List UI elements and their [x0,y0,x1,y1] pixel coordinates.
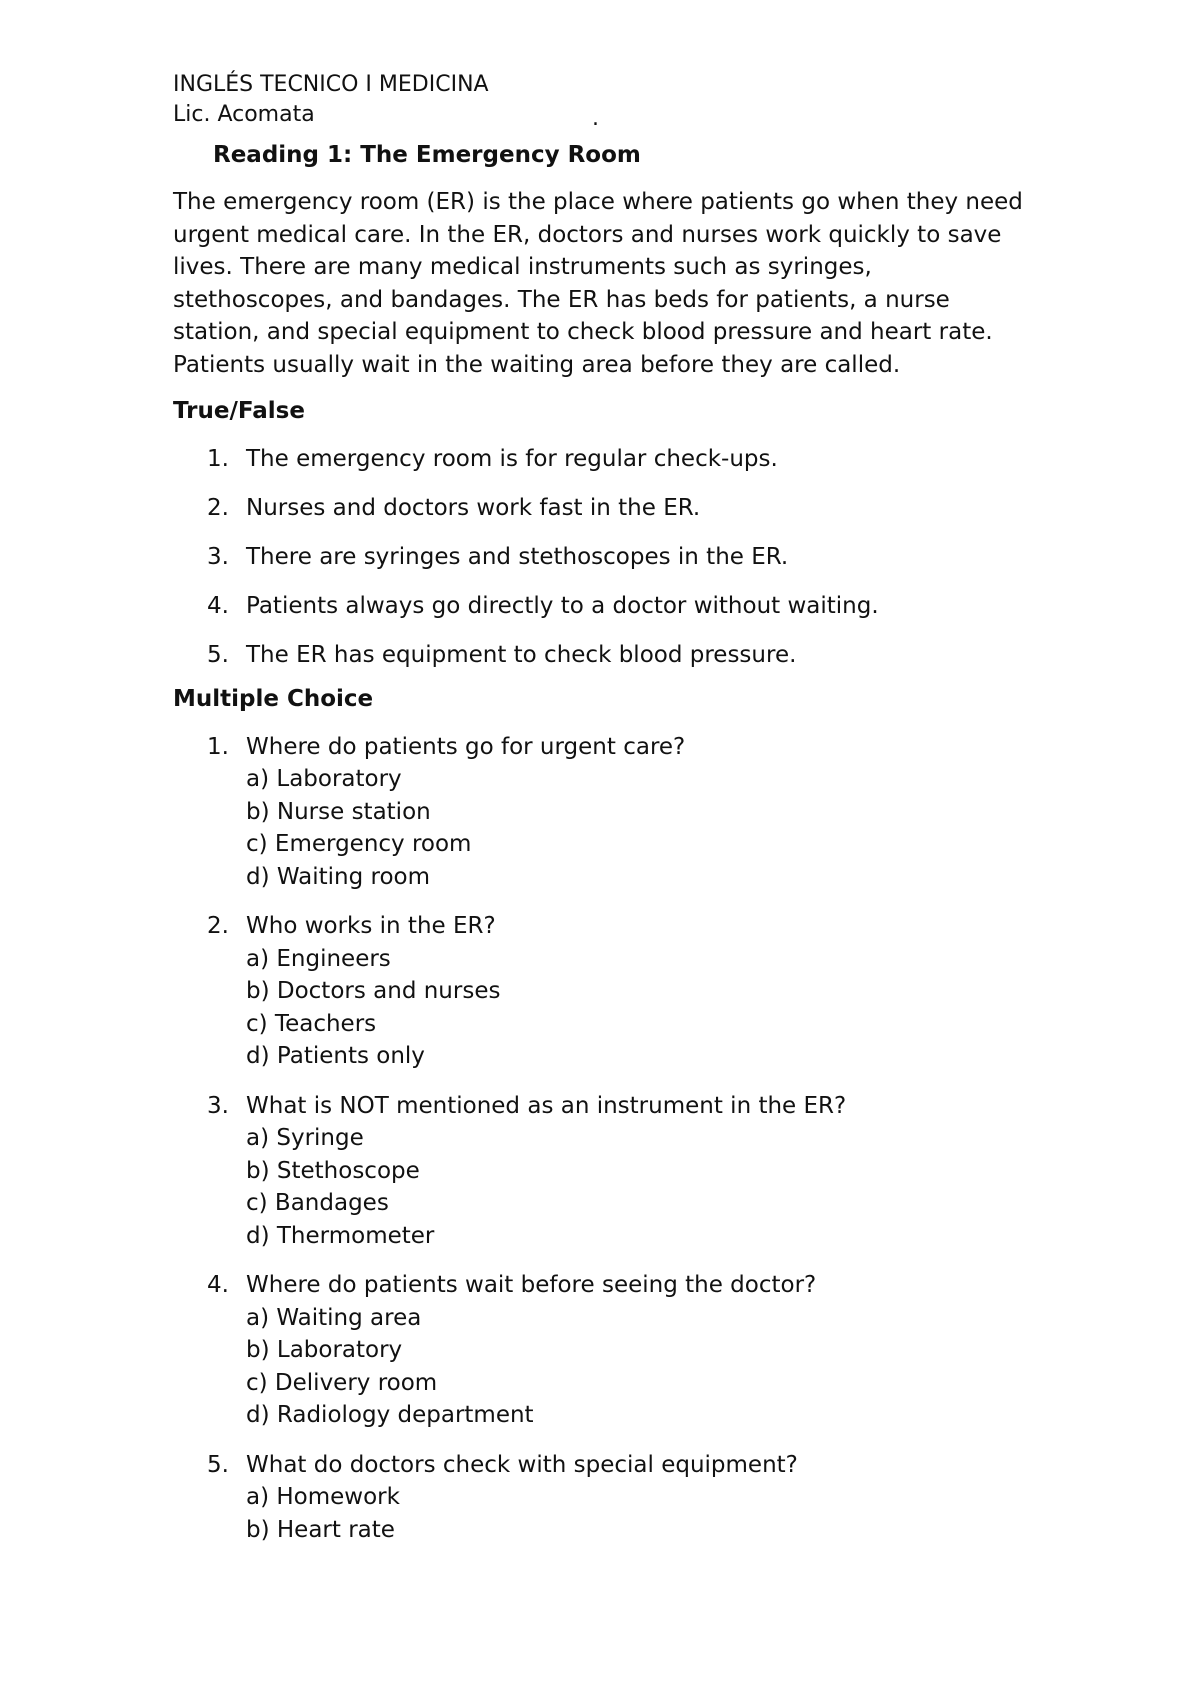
question-text: What is NOT mentioned as an instrument in the ER? [246,1092,847,1119]
option-item: c) Emergency room [246,831,472,858]
option-item: b) Nurse station [246,798,431,825]
item-text: The emergency room is for regular check-ups. [246,445,778,472]
stray-dot: . [592,106,599,131]
question-text: Where do patients wait before seeing the doctor? [246,1272,817,1299]
true-false-item [173,493,1053,523]
question-text: What do doctors check with special equipment? [246,1451,798,1478]
option-item: d) Waiting room [246,863,431,890]
question-number: 2. [207,913,229,940]
true-false-list [173,444,1053,670]
option-item: a) Homework [246,1484,400,1511]
question-item [173,1449,1053,1547]
option-item: a) Waiting area [246,1304,422,1331]
question-item [173,1090,1053,1253]
item-text: Nurses and doctors work fast in the ER. [246,494,701,521]
multiple-choice-heading: Multiple Choice [173,685,374,712]
question-item [173,910,1053,1073]
option-list [246,1481,1053,1546]
true-false-item [173,542,1053,572]
option-list [246,1302,1053,1432]
option-item: b) Heart rate [246,1516,395,1543]
true-false-item [173,591,1053,621]
question-number: 4. [207,1272,229,1299]
question-number: 1. [207,733,229,760]
item-number: 3. [207,543,229,570]
option-item: c) Teachers [246,1010,377,1037]
item-text: Patients always go directly to a doctor without waiting. [246,592,879,619]
option-item: d) Patients only [246,1043,425,1070]
item-number: 2. [207,494,229,521]
question-number: 5. [207,1451,229,1478]
question-number: 3. [207,1092,229,1119]
option-item: a) Syringe [246,1125,364,1152]
document-page [173,70,1053,1563]
item-text: There are syringes and stethoscopes in the ER. [246,543,789,570]
item-number: 1. [207,445,229,472]
option-item: a) Laboratory [246,766,402,793]
item-number: 4. [207,592,229,619]
question-item [173,1269,1053,1432]
option-item: d) Radiology department [246,1402,534,1429]
option-item: a) Engineers [246,945,391,972]
multiple-choice-list [173,731,1053,1547]
option-item: b) Doctors and nurses [246,978,501,1005]
item-number: 5. [207,641,229,668]
question-text: Where do patients go for urgent care? [246,733,686,760]
reading-title: Reading 1: The Emergency Room [213,142,641,168]
option-list [246,763,1053,893]
question-text: Who works in the ER? [246,913,496,940]
option-item: d) Thermometer [246,1222,435,1249]
option-list [246,943,1053,1073]
option-item: c) Delivery room [246,1369,438,1396]
item-text: The ER has equipment to check blood pressure. [246,641,797,668]
teacher-name: Lic. Acomata [173,102,315,127]
true-false-heading: True/False [173,397,305,424]
reading-passage: The emergency room (ER) is the place where patients go when they need urgent medical care. In the ER, doctors and nurses work quickly to save lives. There are many medical instruments such as syringes, stethoscopes, and bandages. The ER has beds for patients, a nurse station, and special equipment to check blood pressure and heart rate. Patients usually wait in the waiting area before they are called. [173,189,1023,378]
option-item: b) Laboratory [246,1337,403,1364]
true-false-item [173,640,1053,670]
option-item: c) Bandages [246,1190,389,1217]
question-item [173,731,1053,894]
true-false-item [173,444,1053,474]
option-item: b) Stethoscope [246,1157,420,1184]
option-list [246,1122,1053,1252]
course-title: INGLÉS TECNICO I MEDICINA [173,72,489,97]
